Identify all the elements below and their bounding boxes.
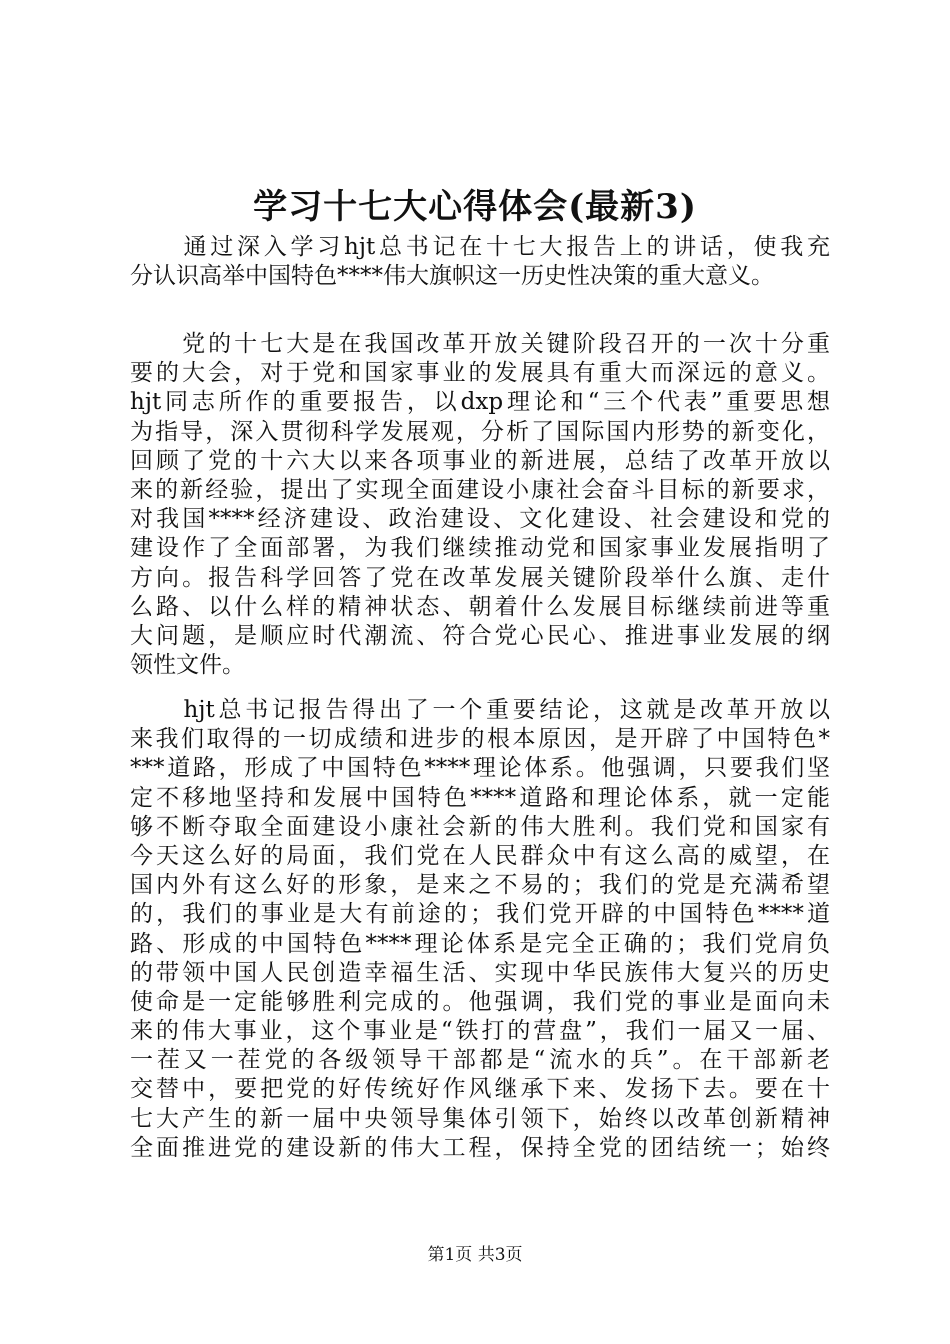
paragraph-line: 来我们取得的一切成绩和进步的根本原因，是开辟了中国特色* [130,726,830,753]
paragraph-line: 定不移地坚持和发展中国特色****道路和理论体系，就一定能 [130,784,830,811]
paragraph-line: 的带领中国人民创造幸福生活、实现中华民族伟大复兴的历史 [130,959,830,986]
page-footer: 第1页 共3页 [427,1245,523,1265]
paragraph-line: 够不断夺取全面建设小康社会新的伟大胜利。我们党和国家有 [130,813,830,840]
paragraph-line: 回顾了党的十六大以来各项事业的新进展，总结了改革开放以 [130,447,830,474]
paragraph-line: 来的新经验，提出了实现全面建设小康社会奋斗目标的新要求， [130,476,830,503]
paragraph-line: 交替中，要把党的好传统好作风继承下来、发扬下去。要在十 [130,1076,830,1103]
paragraph-line: 来的伟大事业，这个事业是“铁打的营盘”，我们一届又一届、 [130,1018,830,1045]
paragraph-line: 么路、以什么样的精神状态、朝着什么发展目标继续前进等重 [130,593,830,620]
paragraph-line: 通过深入学习hjt总书记在十七大报告上的讲话，使我充 [130,234,830,260]
paragraph-line: 全面推进党的建设新的伟大工程，保持全党的团结统一；始终 [130,1134,830,1161]
paragraph-line: 路、形成的中国特色****理论体系是完全正确的；我们党肩负 [130,930,830,957]
paragraph-line: 国内外有这么好的形象，是来之不易的；我们的党是充满希望 [130,872,830,899]
paragraph-line: 分认识高举中国特色****伟大旗帜这一历史性决策的重大意义。 [130,263,774,290]
paragraph-3 [130,696,830,1163]
paragraph-line: 一茬又一茬党的各级领导干部都是“流水的兵”。在干部新老 [130,1047,830,1074]
paragraph-line: 建设作了全面部署，为我们继续推动党和国家事业发展指明了 [130,535,830,562]
paragraph-line: 方向。报告科学回答了党在改革发展关键阶段举什么旗、走什 [130,564,830,591]
paragraph-line: 领性文件。 [130,652,245,679]
paragraph-line: 要的大会，对于党和国家事业的发展具有重大而深远的意义。 [130,360,830,387]
paragraph-line: 党的十七大是在我国改革开放关键阶段召开的一次十分重 [130,331,830,357]
paragraph-intro [130,233,830,291]
paragraph-line: 的，我们的事业是大有前途的；我们党开辟的中国特色****道 [130,901,830,928]
paragraph-line: hjt同志所作的重要报告，以dxp理论和“三个代表”重要思想 [130,389,830,416]
paragraph-line: ***道路，形成了中国特色****理论体系。他强调，只要我们坚 [130,755,830,782]
paragraph-line: 使命是一定能够胜利完成的。他强调，我们党的事业是面向未 [130,988,830,1015]
paragraph-line: hjt总书记报告得出了一个重要结论，这就是改革开放以 [130,697,830,723]
paragraph-line: 七大产生的新一届中央领导集体引领下，始终以改革创新精神 [130,1105,830,1132]
document-title: 学习十七大心得体会(最新3) [253,187,697,227]
paragraph-line: 大问题，是顺应时代潮流、符合党心民心、推进事业发展的纲 [130,622,830,649]
paragraph-line: 对我国****经济建设、政治建设、文化建设、社会建设和党的 [130,506,830,533]
paragraph-2 [130,330,830,680]
paragraph-line: 为指导，深入贯彻科学发展观，分析了国际国内形势的新变化， [130,418,830,445]
paragraph-line: 今天这么好的局面，我们党在人民群众中有这么高的威望，在 [130,842,830,869]
